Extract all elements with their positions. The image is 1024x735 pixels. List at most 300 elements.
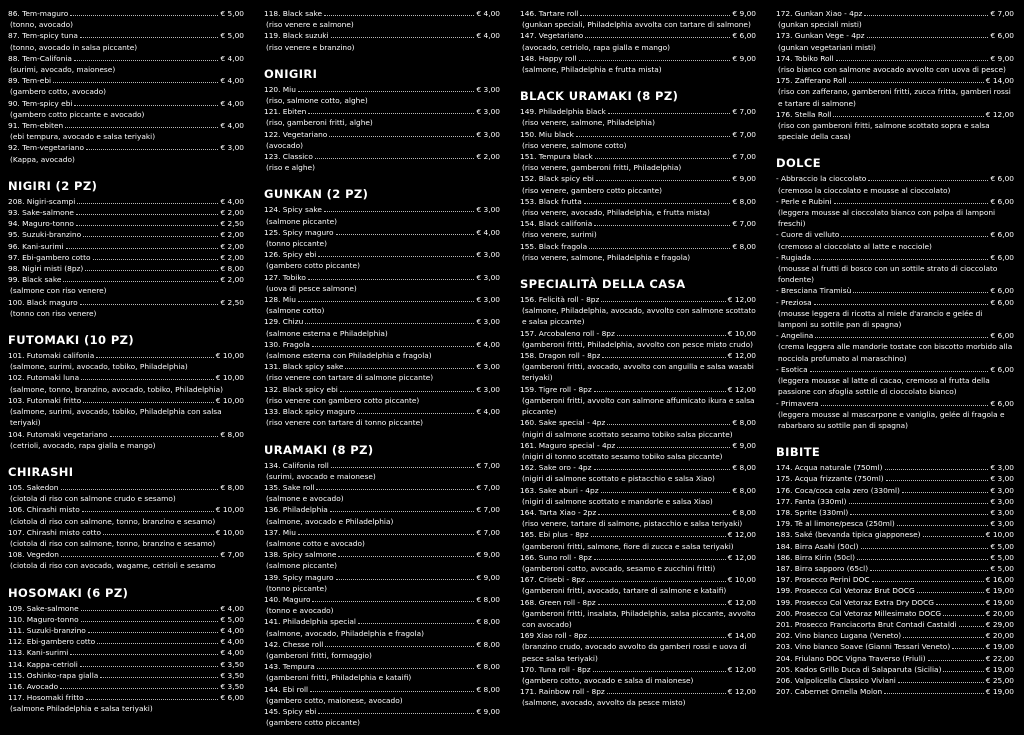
dot-leader: [324, 15, 474, 16]
item-description: (salmone, avocado, Philadelphia e fragola): [266, 628, 425, 638]
item-name: 174. Acqua naturale (750ml): [776, 463, 883, 473]
menu-item: [776, 597, 1014, 608]
item-price: € 22,00: [985, 653, 1014, 663]
menu-item: [8, 482, 244, 504]
menu-item: [520, 529, 756, 551]
item-price: € 5,00: [990, 552, 1014, 562]
item-price: € 9,00: [476, 572, 500, 582]
item-price: € 4,00: [220, 648, 244, 658]
item-description: (nigiri di salmone scottato e mandorle e salsa Xiao): [522, 496, 713, 506]
item-name: 159. Tigre roll - 8pz: [520, 384, 592, 394]
item-description: (gamberoni fritti, salmone, fiore di zucca e salsa teriyaki): [522, 541, 734, 551]
menu-item: [8, 395, 244, 429]
menu-item: [264, 294, 500, 316]
menu-item: [8, 120, 244, 142]
item-name: 133. Black spicy maguro: [264, 407, 356, 417]
item-price: € 4,00: [220, 603, 244, 613]
item-name: 207. Cabernet Ornella Molon: [776, 687, 883, 697]
item-price: € 12,00: [727, 664, 756, 674]
dot-leader: [579, 60, 731, 61]
item-description: (gamberoni fritti, avocado, tartare di salmone e kataifi): [522, 586, 727, 596]
dot-leader: [298, 91, 475, 92]
item-description: (mousse al frutti di bosco con un sottile strato di cioccolato fondente): [778, 264, 998, 285]
dot-leader: [76, 225, 219, 226]
item-name: 205. Kados Grillo Duca di Salaparuta (Sicilia): [776, 664, 942, 674]
item-price: € 3,00: [476, 272, 500, 282]
dot-leader: [93, 259, 219, 260]
item-price: € 3,00: [476, 205, 500, 215]
item-description: (riso, salmone cotto, alghe): [266, 96, 368, 106]
menu-section: [520, 277, 756, 709]
item-price: € 2,00: [476, 152, 500, 162]
dot-leader: [836, 60, 989, 61]
menu-item: [264, 30, 500, 52]
item-description: (salmone piccante): [266, 216, 338, 226]
item-price: € 6,00: [990, 31, 1014, 41]
item-price: € 3,50: [220, 659, 244, 669]
item-name: 114. Kappa-cetrioli: [8, 659, 78, 669]
item-description: (riso venere, salmone, Philadelphia): [522, 118, 655, 128]
dot-leader: [952, 648, 984, 649]
item-name: 187. Birra sapporo (65cl): [776, 563, 869, 573]
item-name: 136. Philadelphia: [264, 505, 328, 515]
dot-leader: [85, 270, 218, 271]
dot-leader: [66, 248, 219, 249]
dot-leader: [585, 37, 730, 38]
item-name: 108. Vegedon: [8, 550, 59, 560]
menu-item: [264, 384, 500, 406]
dot-leader: [310, 691, 474, 692]
dot-leader: [80, 304, 219, 305]
dot-leader: [317, 668, 475, 669]
dot-leader: [943, 615, 984, 616]
item-name: 100. Black maguro: [8, 297, 78, 307]
menu-section: [776, 156, 1014, 431]
item-description: (avocado, cetriolo, rapa gialla e mango): [522, 42, 671, 52]
item-price: € 12,00: [727, 552, 756, 562]
item-price: € 7,00: [732, 107, 756, 117]
dot-leader: [298, 301, 475, 302]
item-price: € 8,00: [732, 241, 756, 251]
menu-item: [776, 285, 1014, 296]
item-price: € 8,00: [732, 485, 756, 495]
menu-item: [8, 527, 244, 549]
menu-item: [520, 350, 756, 384]
menu-item: [8, 636, 244, 647]
item-price: € 5,00: [990, 563, 1014, 573]
item-name: 178. Sprite (330ml): [776, 507, 849, 517]
item-price: € 2,00: [220, 275, 244, 285]
item-price: € 5,00: [220, 31, 244, 41]
menu-item: [520, 328, 756, 350]
item-name: 90. Tem-spicy ebi: [8, 98, 73, 108]
item-price: € 9,00: [732, 53, 756, 63]
item-price: € 3,00: [476, 250, 500, 260]
menu-item: [776, 109, 1014, 143]
menu-item: [776, 330, 1014, 364]
menu-item: [8, 196, 244, 207]
menu-item: [8, 603, 244, 614]
dot-leader: [338, 556, 474, 557]
dot-leader: [864, 15, 988, 16]
dot-leader: [88, 632, 219, 633]
menu-item: [264, 204, 500, 226]
item-name: 138. Spicy salmone: [264, 550, 337, 560]
dot-leader: [867, 37, 989, 38]
menu-item: [776, 229, 1014, 251]
menu-item: [8, 30, 244, 52]
item-description: (tonno piccante): [266, 583, 327, 593]
item-name: 121. Ebiten: [264, 107, 307, 117]
dot-leader: [598, 514, 730, 515]
item-description: (surimi, avocado e maionese): [266, 471, 376, 481]
menu-item: [264, 84, 500, 106]
item-name: 130. Fragola: [264, 339, 310, 349]
menu-item: [8, 549, 244, 571]
dot-leader: [959, 626, 984, 627]
item-price: € 4,00: [476, 339, 500, 349]
menu-item: [520, 630, 756, 664]
menu-item: [264, 482, 500, 504]
item-description: (nigiri di salmone scottato sesamo tobiko salsa piccante): [522, 429, 733, 439]
item-name: 128. Miu: [264, 295, 296, 305]
section-title: BLACK URAMAKI (8 PZ): [520, 89, 679, 104]
item-name: 95. Suzuki-branzino: [8, 230, 82, 240]
item-price: € 7,00: [476, 505, 500, 515]
menu-item: [776, 529, 1014, 540]
menu-item: [8, 692, 244, 714]
menu-item: [776, 8, 1014, 30]
item-price: € 10,00: [215, 395, 244, 405]
item-price: € 8,00: [732, 196, 756, 206]
menu-item: [8, 504, 244, 526]
menu-section: [520, 8, 756, 75]
item-price: € 8,00: [476, 594, 500, 604]
item-price: € 20,00: [985, 631, 1014, 641]
item-price: € 4,00: [476, 407, 500, 417]
item-price: € 8,00: [476, 639, 500, 649]
item-price: € 3,00: [990, 463, 1014, 473]
menu-item: [264, 661, 500, 683]
item-price: € 6,00: [990, 286, 1014, 296]
dot-leader: [312, 346, 475, 347]
item-description: (gambero cotto piccante e avocado): [10, 109, 145, 119]
dot-leader: [86, 149, 218, 150]
item-name: 161. Maguro special - 4pz: [520, 440, 616, 450]
item-name: 148. Happy roll: [520, 53, 577, 63]
item-price: € 8,00: [476, 617, 500, 627]
dot-leader: [61, 489, 219, 490]
item-name: 131. Black spicy sake: [264, 362, 344, 372]
dot-leader: [870, 570, 988, 571]
menu-item: [8, 229, 244, 240]
dot-leader: [580, 15, 730, 16]
item-price: € 3,00: [990, 496, 1014, 506]
item-description: (surimi, avocado, maionese): [10, 65, 116, 75]
item-price: € 19,00: [985, 664, 1014, 674]
item-description: (riso con gamberoni fritti, salmone scottato sopra e salsa speciale della casa): [778, 121, 990, 142]
dot-leader: [65, 127, 218, 128]
item-description: (cremoso la cioccolato e mousse al cioccolato): [778, 185, 951, 195]
item-name: 97. Ebi-gambero cotto: [8, 252, 91, 262]
item-name: 153. Black frutta: [520, 196, 582, 206]
dot-leader: [96, 357, 214, 358]
menu-item: [776, 518, 1014, 529]
dot-leader: [601, 492, 731, 493]
item-description: (salmone con riso venere): [10, 286, 107, 296]
section-title: GUNKAN (2 PZ): [264, 187, 369, 202]
item-name: 109. Sake-salmone: [8, 603, 79, 613]
item-price: € 6,00: [732, 31, 756, 41]
item-description: (ciotola di riso con avocado, wagame, cetrioli e sesamo: [10, 561, 216, 571]
item-price: € 3,00: [990, 485, 1014, 495]
item-description: (riso venere con tartare di tonno piccante): [266, 418, 424, 428]
item-name: 127. Tobiko: [264, 272, 306, 282]
item-price: € 8,00: [732, 418, 756, 428]
dot-leader: [80, 37, 219, 38]
dot-leader: [53, 82, 218, 83]
item-description: (tonno piccante): [266, 239, 327, 249]
item-price: € 19,00: [985, 642, 1014, 652]
item-price: € 9,00: [476, 706, 500, 716]
item-name: 112. Ebi-gambero cotto: [8, 637, 96, 647]
item-name: - Esotica: [776, 364, 808, 374]
dot-leader: [80, 666, 219, 667]
dot-leader: [857, 559, 988, 560]
menu-item: [8, 142, 244, 164]
item-price: € 8,00: [732, 463, 756, 473]
dot-leader: [861, 548, 989, 549]
item-description: (riso bianco con salmone avocado avvolto con uova di pesce): [778, 65, 1006, 75]
item-name: 143. Tempura: [264, 662, 315, 672]
menu-item: [776, 364, 1014, 398]
item-description: (uova di pesce salmone): [266, 283, 357, 293]
dot-leader: [315, 158, 475, 159]
menu-item: [520, 196, 756, 218]
item-name: 102. Futomaki luna: [8, 373, 80, 383]
menu-item: [264, 151, 500, 173]
item-price: € 3,00: [476, 317, 500, 327]
item-price: € 10,00: [985, 530, 1014, 540]
item-description: (salmone, Philadelphia, avocado, avvolto con salmone scottato e salsa piccante): [522, 306, 756, 327]
menu-item: [8, 274, 244, 296]
dot-leader: [589, 248, 730, 249]
dot-leader: [584, 203, 731, 204]
dot-leader: [576, 136, 731, 137]
item-price: € 3,00: [476, 107, 500, 117]
item-description: (tonno e avocado): [266, 606, 334, 616]
item-price: € 12,00: [727, 597, 756, 607]
menu-item: [776, 541, 1014, 552]
menu-item: [520, 597, 756, 631]
dot-leader: [868, 180, 988, 181]
item-name: - Abbraccio la cioccolato: [776, 174, 867, 184]
menu-item: [776, 485, 1014, 496]
item-description: (leggera mousse al mascarpone e vaniglia, gelée di fragola e rabarbaro su sottile pan di spagna): [778, 409, 1005, 430]
item-price: € 3,00: [476, 129, 500, 139]
item-price: € 3,50: [220, 681, 244, 691]
item-description: (gambero cotto piccante): [266, 718, 360, 728]
dot-leader: [298, 534, 475, 535]
item-name: 200. Prosecco Col Vetoraz Millesimato DOCG: [776, 608, 942, 618]
item-price: € 3,00: [476, 295, 500, 305]
section-title: CHIRASHI: [8, 464, 74, 479]
item-price: € 10,00: [215, 505, 244, 515]
menu-section: [8, 8, 244, 165]
item-description: (riso venere, surimi): [522, 230, 597, 240]
item-name: 122. Vegetariano: [264, 129, 328, 139]
item-name: 145. Spicy ebi: [264, 706, 317, 716]
menu-item: [520, 8, 756, 30]
dot-leader: [884, 693, 984, 694]
menu-item: [264, 316, 500, 338]
item-description: (gambero cotto, avocado e salsa di maionese): [522, 675, 694, 685]
dot-leader: [936, 604, 984, 605]
item-description: (mousse leggera di ricotta al miele d'arancio e gelée di lamponi su sottile pan di spagna): [778, 308, 983, 330]
item-price: € 3,00: [476, 362, 500, 372]
menu-item: [776, 675, 1014, 686]
item-description: (Kappa, avocado): [10, 154, 75, 164]
item-name: 141. Philadelphia special: [264, 617, 356, 627]
menu-column: [776, 8, 1014, 697]
item-name: 124. Spicy sake: [264, 205, 322, 215]
menu-item: [264, 249, 500, 271]
dot-leader: [70, 654, 218, 655]
item-description: (riso venere con tartare di salmone piccante): [266, 373, 434, 383]
item-name: 113. Kani-surimi: [8, 648, 69, 658]
item-name: 176. Coca/coca cola zero (330ml): [776, 485, 900, 495]
item-name: - Primavera: [776, 398, 819, 408]
item-price: € 10,00: [727, 328, 756, 338]
item-description: (gamberoni fritti, insalata, Philadelphia, salsa piccante, avvolto con avocado): [522, 608, 756, 629]
item-name: 174. Tobiko Roll: [776, 53, 834, 63]
item-name: 169 Xiao roll - 8pz: [520, 631, 588, 641]
item-description: (ciotola di riso con salmone crudo e sesamo): [10, 494, 176, 504]
item-description: (nigiri di salmone scottato e pistacchio e salsa Xiao): [522, 474, 715, 484]
item-name: 119. Black suzuki: [264, 31, 329, 41]
dot-leader: [74, 105, 218, 106]
dot-leader: [834, 203, 989, 204]
item-name: 126. Spicy ebi: [264, 250, 317, 260]
menu-section: [264, 8, 500, 53]
menu-column: [264, 8, 500, 728]
item-description: (riso venere e salmone): [266, 20, 354, 30]
item-name: 132. Black spicy ebi: [264, 384, 338, 394]
item-name: 199. Prosecco Col Vetoraz Brut DOCG: [776, 586, 915, 596]
menu-item: [520, 30, 756, 52]
dot-leader: [923, 536, 984, 537]
dot-leader: [357, 413, 474, 414]
item-name: - Angelina: [776, 331, 814, 341]
menu-item: [520, 106, 756, 128]
item-name: 149. Philadelphia black: [520, 107, 606, 117]
menu-column: [8, 8, 244, 715]
item-description: (riso venere, salmone, Philadelphia e fragola): [522, 252, 691, 262]
item-price: € 7,00: [476, 527, 500, 537]
item-price: € 2,00: [220, 241, 244, 251]
item-name: 206. Valpolicella Classico Viviani: [776, 675, 896, 685]
item-price: € 6,00: [990, 398, 1014, 408]
item-name: 115. Oshinko-rapa gialla: [8, 670, 99, 680]
menu-section: [8, 179, 244, 319]
menu-item: [776, 552, 1014, 563]
item-description: (gamberoni fritti, formaggio): [266, 650, 372, 660]
menu-item: [8, 98, 244, 120]
item-name: 203. Vino bianco Soave (Gianni Tessari Veneto): [776, 642, 951, 652]
dot-leader: [308, 279, 475, 280]
item-description: (riso venere, salmone cotto): [522, 140, 627, 150]
item-name: 87. Tem-spicy tuna: [8, 31, 78, 41]
menu-item: [776, 75, 1014, 109]
item-price: € 5,00: [220, 9, 244, 18]
item-description: (ciotola di riso con salmone, tonno, branzino e sesamo): [10, 516, 216, 526]
item-name: 105. Sakedon: [8, 482, 59, 492]
menu-item: [520, 384, 756, 418]
dot-leader: [594, 391, 726, 392]
dot-leader: [903, 637, 984, 638]
menu-item: [776, 574, 1014, 585]
dot-leader: [60, 688, 218, 689]
item-price: € 2,00: [220, 208, 244, 218]
item-description: (riso con zafferano, gamberoni fritti, zucca fritta, gamberi rossi e tartare di salmone): [778, 87, 1011, 108]
item-price: € 3,00: [476, 84, 500, 94]
item-description: (avocado): [266, 140, 303, 150]
dot-leader: [329, 136, 474, 137]
menu-item: [776, 619, 1014, 630]
item-name: 167. Crisebi - 8pz: [520, 575, 585, 585]
item-description: (salmone, avocado, avvolto da pesce misto): [522, 698, 686, 708]
dot-leader: [83, 402, 214, 403]
item-name: 134. Califonia roll: [264, 460, 329, 470]
item-price: € 12,00: [727, 687, 756, 697]
item-name: - Cuore di velluto: [776, 230, 840, 240]
item-price: € 7,00: [732, 129, 756, 139]
menu-item: [8, 207, 244, 218]
item-price: € 19,00: [985, 597, 1014, 607]
dot-leader: [103, 534, 214, 535]
menu-item: [776, 173, 1014, 195]
item-description: (gamberoni fritti, avocado, avvolto con anguilla e salsa wasabi teriyaki): [522, 362, 754, 383]
item-price: € 25,00: [985, 675, 1014, 685]
item-name: 93. Sake-salmone: [8, 208, 74, 218]
item-name: 117. Hosomaki fritto: [8, 693, 84, 703]
menu-item: [8, 647, 244, 658]
menu-section: [8, 333, 244, 451]
dot-leader: [589, 637, 726, 638]
item-name: 202. Vino bianco Lugana (Veneto): [776, 631, 902, 641]
item-description: (gunkan vegetariani misti): [778, 42, 876, 52]
menu-item: [776, 30, 1014, 52]
item-name: 94. Maguro-tonno: [8, 219, 74, 229]
item-description: (salmone cotto e avocado): [266, 538, 365, 548]
item-price: € 6,00: [990, 252, 1014, 262]
menu-item: [264, 406, 500, 428]
item-description: (ciotola di riso con salmone, tonno, branzino e sesamo): [10, 538, 216, 548]
menu-item: [520, 241, 756, 263]
menu-section: [264, 67, 500, 174]
item-name: 91. Tem-ebiten: [8, 121, 64, 131]
dot-leader: [593, 671, 726, 672]
item-price: € 10,00: [215, 527, 244, 537]
dot-leader: [336, 234, 475, 235]
item-description: (tonno, avocado in salsa piccante): [10, 42, 138, 52]
item-name: 89. Tem-ebi: [8, 76, 52, 86]
item-description: (riso venere con gambero cotto piccante): [266, 395, 420, 405]
item-price: € 4,00: [220, 53, 244, 63]
item-name: 116. Avocado: [8, 681, 59, 691]
item-description: (gamberoni fritti, Philadelphia e kataifi): [266, 673, 412, 683]
item-price: € 6,00: [990, 174, 1014, 184]
